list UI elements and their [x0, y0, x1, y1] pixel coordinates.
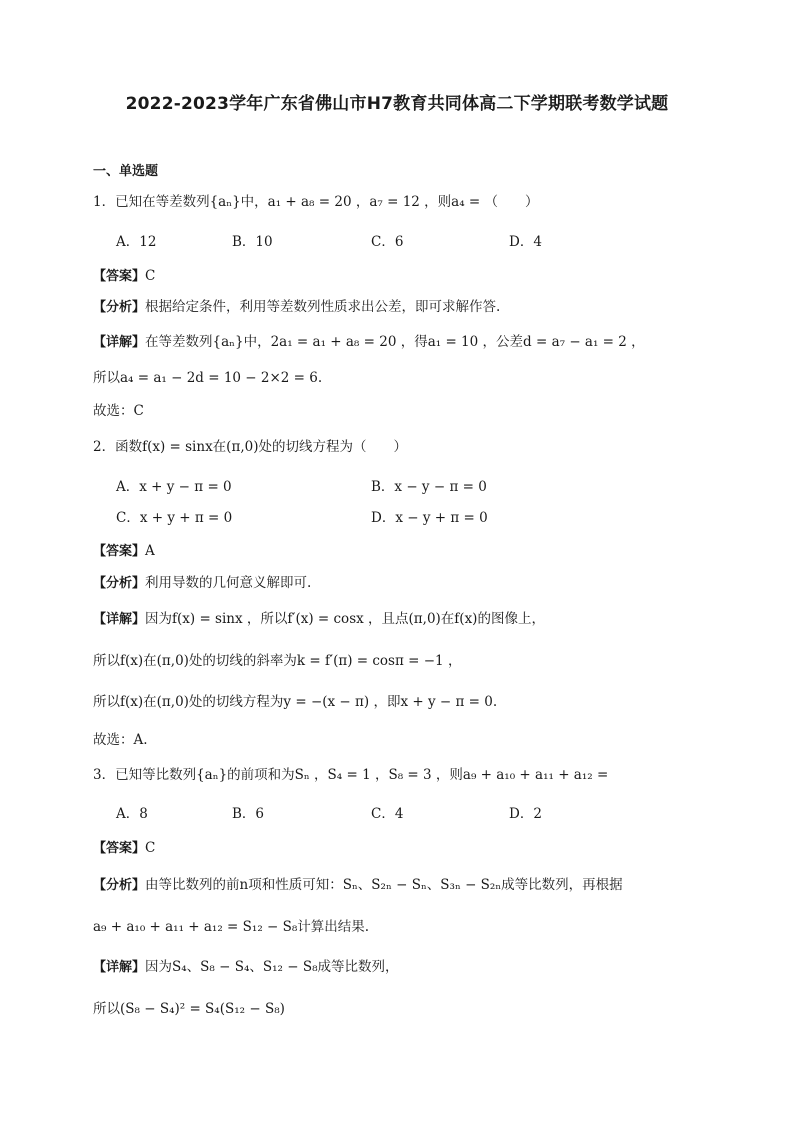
question-3-analysis — [93, 876, 623, 895]
question-2-option-a: A．x + y − π = 0 — [116, 479, 232, 495]
question-2-option-b: B．x − y − π = 0 — [371, 479, 487, 495]
detail-text: 因为f(x) = sinx ，所以f′(x) = cosx ，且点(π,0)在f(x)的图像上， — [145, 611, 545, 627]
question-1-choice: 故选：C — [93, 403, 144, 419]
answer-value: C — [145, 840, 156, 856]
question-2-detail-line-2: 所以f(x)在(π,0)处的切线的斜率为k = f′(π) = cosπ = −1 ， — [93, 653, 462, 669]
question-1-detail-line-2: 所以a₄ = a₁ − 2d = 10 − 2×2 = 6. — [93, 370, 323, 386]
analysis-text: 由等比数列的前n项和性质可知：Sₙ、S₂ₙ − Sₙ、S₃ₙ − S₂ₙ成等比数列，再根据 — [145, 877, 623, 893]
page-title: 2022-2023学年广东省佛山市H7教育共同体高二下学期联考数学试题 — [125, 94, 669, 114]
detail-tag: 【详解】 — [93, 612, 146, 627]
question-2-option-c: C．x + y + π = 0 — [116, 510, 233, 526]
question-1-option-c: C．6 — [371, 234, 404, 250]
question-1-option-a: A．12 — [116, 234, 157, 250]
question-1-option-b: B．10 — [232, 234, 273, 250]
question-2-detail — [93, 610, 545, 629]
question-2-analysis — [93, 574, 311, 593]
detail-text: 因为S₄、S₈ − S₄、S₁₂ − S₈成等比数列， — [145, 959, 399, 975]
question-3-detail-line-2: 所以(S₈ − S₄)² = S₄(S₁₂ − S₈) — [93, 1001, 285, 1017]
question-3-option-d: D．2 — [509, 806, 542, 822]
question-1-analysis — [93, 298, 500, 317]
question-2-detail-line-3: 所以f(x)在(π,0)处的切线方程为y = −(x − π) ，即x + y − π = 0. — [93, 694, 498, 710]
answer-tag: 【答案】 — [93, 841, 146, 856]
answer-value: A — [145, 543, 155, 559]
question-3-detail — [93, 958, 399, 977]
question-2-answer — [93, 542, 155, 561]
analysis-text: 根据给定条件，利用等差数列性质求出公差，即可求解作答. — [145, 299, 501, 315]
question-1-option-d: D．4 — [509, 234, 542, 250]
analysis-text: 利用导数的几何意义解即可. — [145, 575, 312, 591]
question-3-option-c: C．4 — [371, 806, 404, 822]
question-2-stem: 2．函数f(x) = sinx在(π,0)处的切线方程为（ ） — [93, 439, 407, 455]
analysis-tag: 【分析】 — [93, 300, 146, 315]
question-3-stem: 3．已知等比数列{aₙ}的前项和为Sₙ ，S₄ = 1 ，S₈ = 3 ，则a₉ + a₁₀ + a₁₁ + a₁₂ = — [93, 767, 609, 783]
question-1-stem: 1．已知在等差数列{aₙ}中，a₁ + a₈ = 20 ，a₇ = 12 ，则a₄ = （ ） — [93, 194, 539, 210]
question-3-option-a: A．8 — [116, 806, 148, 822]
answer-tag: 【答案】 — [93, 544, 146, 559]
question-2-option-d: D．x − y + π = 0 — [371, 510, 488, 526]
answer-value: C — [145, 268, 156, 284]
detail-text: 在等差数列{aₙ}中，2a₁ = a₁ + a₈ = 20 ，得a₁ = 10 ，公差d = a₇ − a₁ = 2 ， — [145, 334, 645, 350]
question-3-answer — [93, 839, 155, 858]
question-3-analysis-line-2: a₉ + a₁₀ + a₁₁ + a₁₂ = S₁₂ − S₈计算出结果. — [93, 919, 370, 935]
detail-tag: 【详解】 — [93, 335, 146, 350]
section-heading: 一、单选题 — [93, 164, 159, 179]
analysis-tag: 【分析】 — [93, 576, 146, 591]
detail-tag: 【详解】 — [93, 960, 146, 975]
question-3-option-b: B．6 — [232, 806, 265, 822]
question-1-answer — [93, 267, 155, 286]
question-1-detail — [93, 333, 645, 352]
analysis-tag: 【分析】 — [93, 878, 146, 893]
answer-tag: 【答案】 — [93, 269, 146, 284]
question-2-choice: 故选：A. — [93, 732, 148, 748]
